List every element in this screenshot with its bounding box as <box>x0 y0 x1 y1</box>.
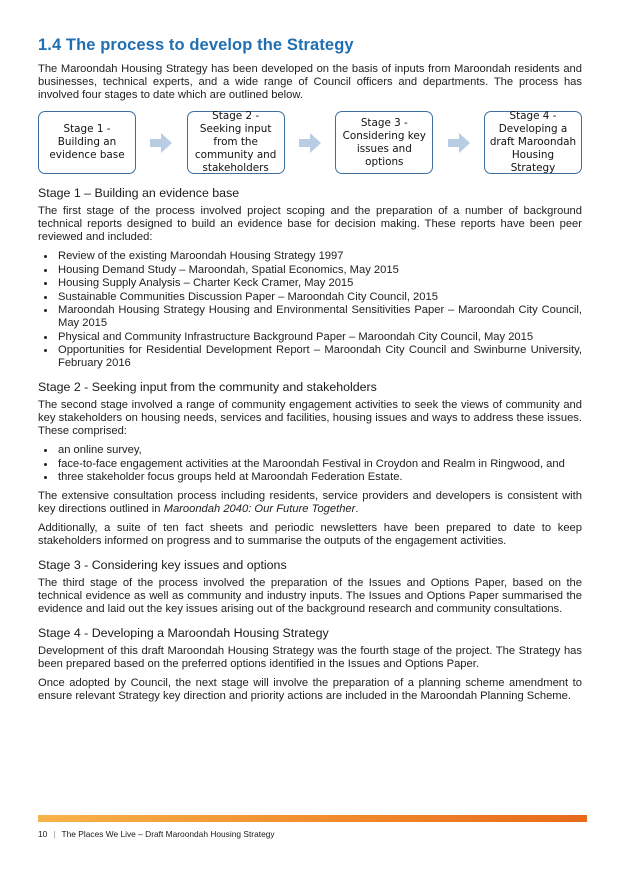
list-item: • Review of the existing Maroondah Housing Strategy 1997 <box>56 250 582 263</box>
list-item: • Housing Supply Analysis – Charter Keck Cramer, May 2015 <box>56 277 582 290</box>
flow-arrow-right-icon <box>148 132 174 154</box>
flow-stage-2-box: Stage 2 - Seeking input from the community and stakeholders <box>187 111 285 174</box>
footer-accent-bar <box>38 815 587 822</box>
list-item: • Maroondah Housing Strategy Housing and Environmental Sensitivities Paper – Maroondah City Council, May 2015 <box>56 304 582 330</box>
list-item: • Housing Demand Study – Maroondah, Spatial Economics, May 2015 <box>56 264 582 277</box>
flow-stage-1-box: Stage 1 - Building an evidence base <box>38 111 136 174</box>
stage4-heading: Stage 4 - Developing a Maroondah Housing Strategy <box>38 626 329 640</box>
page-footer <box>38 829 275 839</box>
stage2-paragraph-1: The second stage involved a range of community engagement activities to seek the views of community and key stakeholders on housing needs, services and facilities, housing issues and ways to address these issues. These comprised: <box>38 399 582 437</box>
list-item: • Physical and Community Infrastructure Background Paper – Maroondah City Council, May 2015 <box>56 331 582 344</box>
list-item: • three stakeholder focus groups held at Maroondah Federation Estate. <box>56 471 582 484</box>
stage3-heading: Stage 3 - Considering key issues and options <box>38 558 287 572</box>
flow-arrow-right-icon <box>446 132 472 154</box>
list-item: • Opportunities for Residential Development Report – Maroondah City Council and Swinburne University, February 2016 <box>56 344 582 370</box>
stage2-activity-list <box>38 444 582 484</box>
stage2-paragraph-2 <box>38 490 582 516</box>
plan-title-italic: Maroondah 2040: Our Future Together <box>163 503 356 515</box>
flow-arrow-right-icon <box>297 132 323 154</box>
page-number: 10 <box>38 829 48 839</box>
stage4-paragraph-1: Development of this draft Maroondah Housing Strategy was the fourth stage of the project. The Strategy has been prepared based on the preferred options identified in the Issues and Options Paper. <box>38 645 582 670</box>
stage2-heading: Stage 2 - Seeking input from the community and stakeholders <box>38 380 377 394</box>
flow-stage-4-box: Stage 4 - Developing a draft Maroondah Housing Strategy <box>484 111 582 174</box>
process-flow-diagram <box>38 109 582 176</box>
list-item: • Sustainable Communities Discussion Paper – Maroondah City Council, 2015 <box>56 291 582 304</box>
stage2-paragraph-2-text: The extensive consultation process including residents, service providers and developers is consistent with key directions outlined in <box>38 490 582 515</box>
section-heading: 1.4 The process to develop the Strategy <box>38 36 354 54</box>
stage2-paragraph-2-end: . <box>355 503 359 515</box>
stage1-heading: Stage 1 – Building an evidence base <box>38 186 240 200</box>
list-item: • an online survey, <box>56 444 582 457</box>
list-item: • face-to-face engagement activities at the Maroondah Festival in Croydon and Realm in Ringwood, and <box>56 458 582 471</box>
footer-separator: | <box>53 829 56 839</box>
stage1-paragraph: The first stage of the process involved project scoping and the preparation of a number of background technical reports designed to build an evidence base for decision making. These reports have been peer reviewed and included: <box>38 205 582 243</box>
intro-paragraph: The Maroondah Housing Strategy has been developed on the basis of inputs from Maroondah residents and businesses, technical experts, and a wide range of Council officers and departments. The process has involved four stages to date which are outlined below. <box>38 63 582 101</box>
stage3-paragraph: The third stage of the process involved the preparation of the Issues and Options Paper, based on the technical evidence as well as community and industry inputs. The Issues and Options Paper summarised the evidence and laid out the key issues arising out of the background research and community consultations. <box>38 577 582 615</box>
document-title: The Places We Live – Draft Maroondah Housing Strategy <box>61 829 275 839</box>
stage4-paragraph-2: Once adopted by Council, the next stage will involve the preparation of a planning scheme amendment to ensure relevant Strategy key direction and priority actions are included in the Maroondah Planning Scheme. <box>38 677 582 702</box>
stage2-paragraph-3: Additionally, a suite of ten fact sheets and periodic newsletters have been prepared to date to keep stakeholders informed on progress and to summarise the outputs of the engagement activities. <box>38 522 582 547</box>
flow-stage-3-box: Stage 3 - Considering key issues and options <box>335 111 433 174</box>
page-content <box>38 36 582 709</box>
stage1-report-list <box>38 250 582 370</box>
